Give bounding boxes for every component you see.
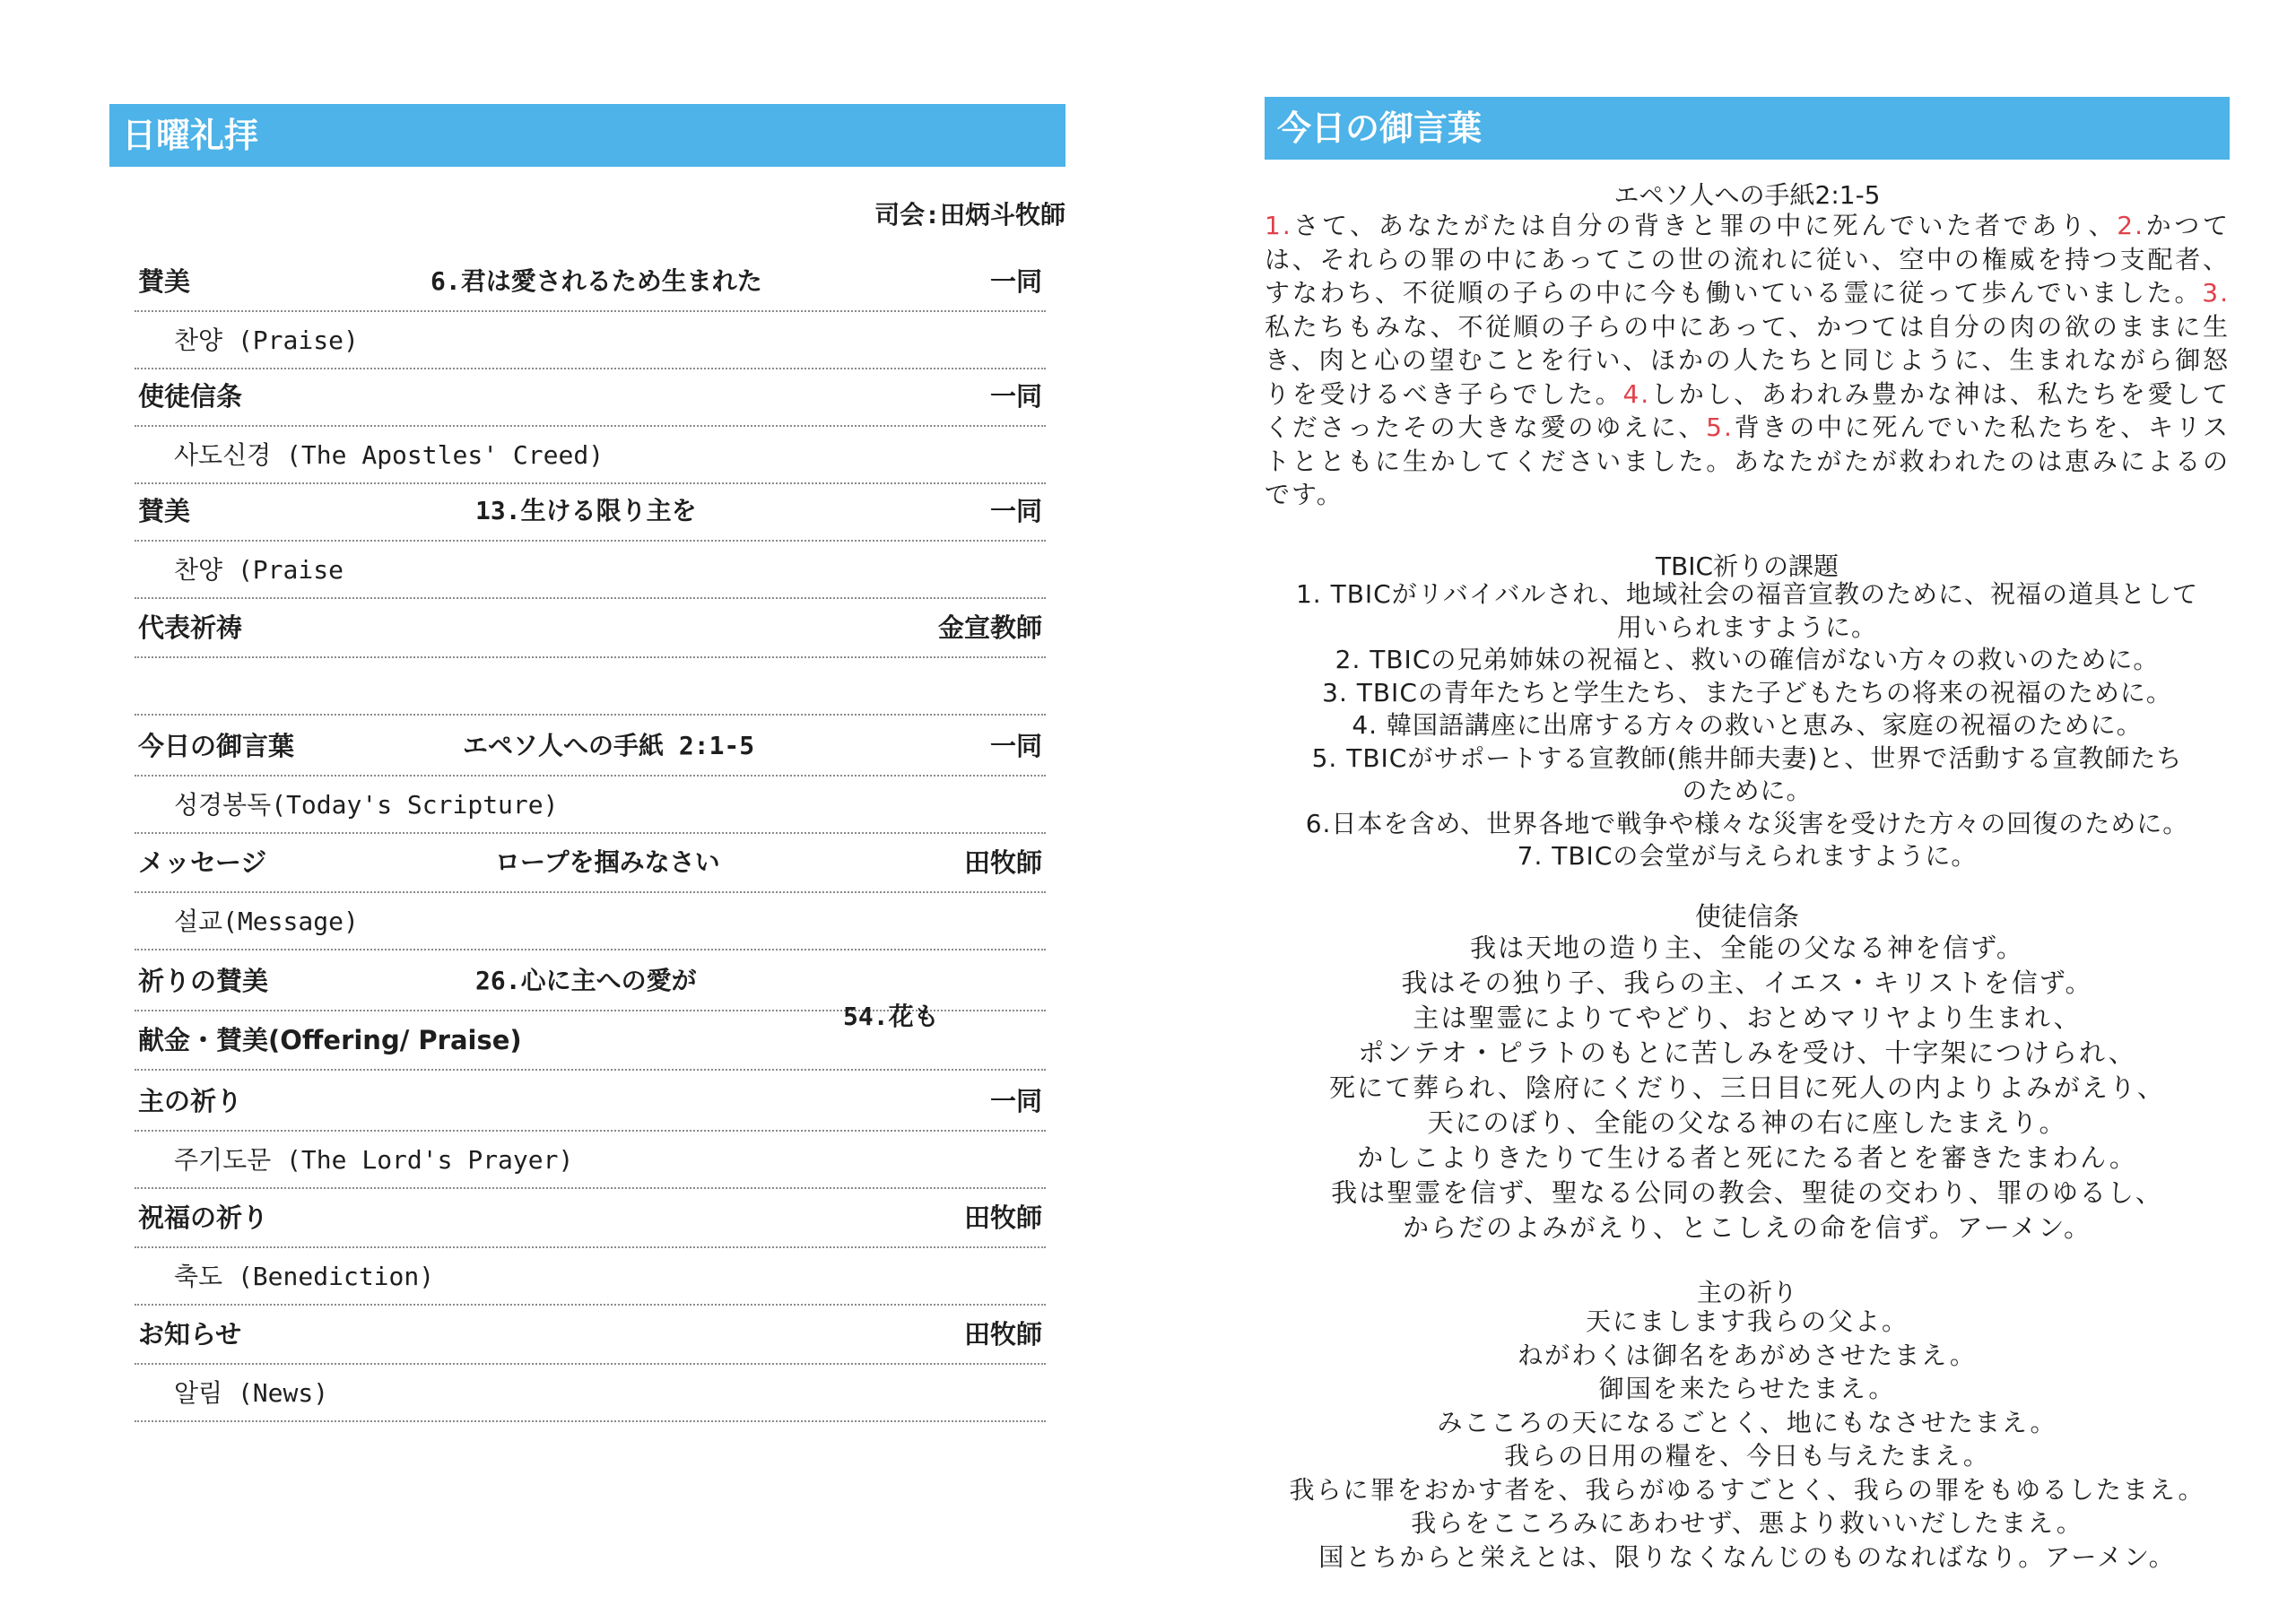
prayer-topic — [1265, 742, 2230, 776]
program-item-translation: 찬양 (Praise — [174, 555, 344, 585]
program-row — [135, 425, 1046, 484]
program-row — [135, 482, 1046, 542]
prayer-topic-number: 5. — [1311, 742, 1338, 773]
lords-prayer-line: みこころの天になるごとく、地にもなさせたまえ。 — [1437, 1407, 2057, 1437]
program-row — [135, 717, 1046, 777]
creed-line: ポンテオ・ピラトのもとに苦しみを受け、十字架につけられ、 — [1358, 1037, 2136, 1068]
creed-line: 我は天地の造り主、全能の父なる神を信ず。 — [1470, 933, 2024, 963]
program-row — [135, 253, 1046, 312]
lords-prayer-line: 御国を来たらせたまえ。 — [1598, 1374, 1896, 1403]
sunday-worship-banner: 日曜礼拝 — [109, 104, 1065, 167]
verse-text: 私たちもみな、不従順の子らの中にあって、かつては自分の肉の欲のままに生き、肉と心の望むことを行い、ほかの人たちと同じように、生まれながら御怒りを受けるべき子らでした。 — [1265, 311, 2230, 409]
lords-prayer-line: 我らをこころみにあわせず、悪より救いいだしたまえ。 — [1411, 1508, 2083, 1538]
program-row — [135, 1072, 1046, 1132]
creed-text — [1265, 931, 2230, 1245]
program-row — [135, 368, 1046, 427]
program-item-title: 献金・賛美(Offering/ Praise) — [138, 1025, 522, 1055]
program-item-leader: 一同 — [989, 731, 1042, 761]
program-item-leader: 一同 — [989, 1086, 1042, 1116]
program-item-translation: 주기도문 (The Lord's Prayer) — [174, 1145, 574, 1175]
presider-label: 司会:田炳斗牧師 — [874, 200, 1065, 230]
prayer-topic — [1265, 709, 2230, 742]
prayer-topic-text: 日本を含め、世界各地で戦争や様々な災害を受けた方々の回復のために。 — [1331, 808, 2189, 838]
program-item-title: 主の祈り — [138, 1086, 243, 1116]
program-item-leader: 一同 — [989, 266, 1042, 297]
lords-prayer-line: 我らに罪をおかす者を、我らがゆるすごとく、我らの罪をもゆるしたまえ。 — [1289, 1474, 2205, 1505]
prayer-topic — [1265, 644, 2230, 677]
creed-title: 使徒信条 — [1694, 901, 1799, 932]
lords-prayer-text — [1265, 1305, 2230, 1574]
program-row — [135, 656, 1046, 716]
program-row — [135, 1130, 1046, 1189]
program-row — [135, 834, 1046, 893]
prayer-topic-text: TBICがリバイバルされ、地域社会の福音宣教のために、祝福の道具として — [1321, 579, 2199, 609]
prayer-topic-number: 1. — [1295, 579, 1322, 609]
verse-text: しかし、あわれみ豊かな神は、私たちを愛してくださったその大きな愛のゆえに、 — [1265, 378, 2230, 442]
program-item-translation: 알림 (News) — [174, 1378, 329, 1408]
program-item-title: メッセージ — [138, 847, 267, 878]
prayer-topics-list — [1265, 578, 2230, 873]
creed-line: 主は聖霊によりてやどり、おとめマリヤより生まれ、 — [1413, 1002, 2082, 1033]
prayer-topic-number: 2. — [1335, 645, 1361, 674]
program-row — [135, 1246, 1046, 1306]
program-row — [135, 775, 1046, 834]
prayer-topic-text: TBICの兄弟姉妹の祝福と、救いの確信がない方々の救いのために。 — [1361, 645, 2160, 674]
program-item-detail: 6.君は愛されるため生まれた — [430, 266, 762, 296]
scripture-text — [1265, 209, 2230, 512]
program-item-translation: 사도신경 (The Apostles' Creed) — [174, 440, 604, 470]
program-item-detail: ロープを掴みなさい — [495, 847, 720, 877]
program-item-leader: 一同 — [989, 381, 1042, 412]
todays-word-page — [1148, 0, 2296, 1623]
verse-number: 3. — [2202, 278, 2230, 308]
program-item-detail: 13.生ける限り主を — [475, 496, 697, 525]
program-item-title: 賛美 — [138, 266, 191, 297]
program-item-leader: 一同 — [989, 496, 1042, 526]
prayer-topic-continuation: 用いられますように。 — [1616, 612, 1877, 642]
prayer-topic-number: 6. — [1305, 808, 1332, 838]
verse-number: 1. — [1265, 211, 1292, 240]
prayer-topics-title: TBIC祈りの課題 — [1655, 551, 1839, 581]
verse-text: さて、あなたがたは自分の背きと罪の中に死んでいた者であり、 — [1292, 211, 2118, 240]
lords-prayer-line: 天にまします我らの父よ。 — [1585, 1306, 1909, 1336]
lords-prayer-line: 国とちからと栄えとは、限りなくなんじのものなればなり。アーメン。 — [1318, 1541, 2176, 1572]
program-item-leader: 田牧師 — [963, 1202, 1042, 1233]
prayer-topic — [1265, 808, 2230, 841]
lords-prayer-line: ねがわくは御名をあがめさせたまえ。 — [1518, 1340, 1977, 1370]
creed-line: 死にて葬られ、陰府にくだり、三日目に死人の内よりよみがえり、 — [1329, 1072, 2165, 1103]
program-item-title: 今日の御言葉 — [138, 731, 295, 761]
prayer-topic-text: TBICの青年たちと学生たち、また子どもたちの将来の祝福のために。 — [1347, 677, 2172, 707]
program-item-detail: 54.花も — [843, 1002, 939, 1031]
program-item-detail: エペソ人への手紙 2:1-5 — [463, 731, 755, 760]
creed-line: からだのよみがえり、とこしえの命を信ず。アーメン。 — [1402, 1212, 2092, 1243]
creed-line: 天にのぼり、全能の父なる神の右に座したまえり。 — [1427, 1107, 2067, 1138]
todays-word-banner: 今日の御言葉 — [1265, 97, 2230, 160]
program-item-title: 代表祈祷 — [138, 612, 243, 643]
program-item-title: 祈りの賛美 — [138, 966, 269, 996]
program-row — [135, 1363, 1046, 1422]
program-row — [135, 1306, 1046, 1365]
prayer-topic-text: TBICの会堂が与えられますように。 — [1543, 841, 1978, 871]
program-item-title: 賛美 — [138, 496, 191, 526]
prayer-topic — [1265, 677, 2230, 710]
program-row — [135, 540, 1046, 599]
program-item-title: お知らせ — [138, 1319, 242, 1350]
program-row — [135, 1002, 1046, 1071]
program-item-title: 使徒信条 — [138, 381, 243, 412]
verse-text: 背きの中に死んでいた私たちを、キリストとともに生かしてくださいました。あなたがたが救われたのは恵みによるのです。 — [1265, 412, 2230, 509]
program-item-detail: 26.心に主への愛が — [475, 966, 697, 995]
program-item-translation: 찬양 (Praise) — [174, 325, 359, 355]
scripture-title: エペソ人への手紙2:1-5 — [1613, 180, 1881, 210]
verse-number: 5. — [1706, 412, 1734, 442]
program-row — [135, 599, 1046, 658]
program-item-leader: 金宣教師 — [937, 612, 1042, 643]
program-item-leader: 田牧師 — [963, 1319, 1042, 1350]
program-item-leader: 田牧師 — [963, 847, 1042, 878]
prayer-topic-continuation: のために。 — [1682, 776, 1813, 805]
prayer-topic — [1265, 578, 2230, 612]
prayer-topic-text: TBICがサポートする宣教師(熊井師夫妻)と、世界で活動する宣教師たち — [1337, 742, 2183, 773]
creed-line: かしこよりきたりて生ける者と死にたる者とを審きたまわん。 — [1357, 1142, 2137, 1173]
creed-line: 我は聖霊を信ず、聖なる公同の教会、聖徒の交わり、罪のゆるし、 — [1331, 1177, 2163, 1208]
verse-number: 4. — [1622, 378, 1651, 409]
verse-number: 2. — [2117, 211, 2144, 240]
program-item-title: 祝福の祈り — [138, 1202, 269, 1233]
program-row — [135, 1189, 1046, 1248]
prayer-topic-number: 4. — [1352, 710, 1378, 740]
program-row — [135, 891, 1046, 950]
prayer-topic-number: 3. — [1322, 677, 1348, 707]
lords-prayer-title: 主の祈り — [1696, 1278, 1797, 1307]
creed-line: 我はその独り子、我らの主、イエス・キリストを信ず。 — [1401, 968, 2093, 998]
verse-text: かつては、それらの罪の中にあってこの世の流れに従い、空中の権威を持つ支配者、すなわち、不従順の子らの中に今も働いている霊に従って歩んでいました。 — [1265, 211, 2230, 308]
program-item-translation: 축도 (Benediction) — [174, 1262, 435, 1291]
prayer-topic-number: 7. — [1517, 841, 1544, 871]
lords-prayer-line: 我らの日用の糧を、今日も与えたまえ。 — [1504, 1441, 1990, 1471]
prayer-topic-text: 韓国語講座に出席する方々の救いと恵み、家庭の祝福のために。 — [1378, 710, 2143, 740]
program-item-translation: 설교(Message) — [174, 907, 359, 936]
program-row — [135, 310, 1046, 369]
prayer-topic — [1265, 840, 2230, 873]
program-item-translation: 성경봉독(Today's Scripture) — [174, 790, 559, 820]
